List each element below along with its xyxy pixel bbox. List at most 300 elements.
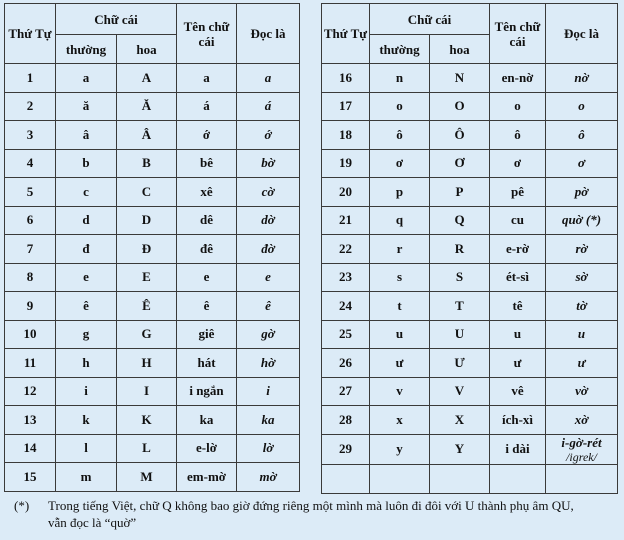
order-cell (322, 349, 370, 378)
uppercase-cell-text: Ê (142, 297, 151, 313)
lowercase-cell-text: v (396, 383, 403, 399)
letter-name-cell-text: e (203, 269, 210, 285)
letter-name-cell (490, 206, 546, 235)
letter-name-cell (490, 434, 546, 464)
footnote-text: Trong tiếng Việt, chữ Q không bao giờ đứng riêng một mình mà luôn đi đôi với U thành phụ âm QU, vẫn đọc là “quờ” (48, 498, 574, 530)
reading-cell (237, 92, 300, 121)
order-header: Thứ Tự (5, 4, 56, 64)
order-cell (5, 434, 56, 463)
reading-cell-text: quờ (*) (561, 212, 602, 228)
order-cell (5, 377, 56, 406)
lowercase-cell-text: k (82, 411, 90, 427)
order-cell-text: 27 (339, 383, 352, 399)
uppercase-cell-text: N (454, 69, 465, 85)
reading-cell-text: e (265, 269, 271, 285)
lowercase-cell (56, 434, 117, 463)
reading-cell-text: i-gờ-rét (561, 434, 602, 450)
reading-cell-text: i (266, 383, 270, 399)
reading-cell-text: dờ (261, 212, 275, 228)
reading-cell-text: cờ (261, 183, 275, 199)
lowercase-cell-text: p (395, 183, 404, 199)
letter-name-cell (177, 434, 237, 463)
letter-name-cell (490, 406, 546, 435)
reading-cell-text: ư (577, 354, 586, 370)
order-cell-text: 22 (339, 240, 352, 256)
order-cell-text: 8 (26, 269, 34, 285)
table-row (5, 263, 300, 292)
letter-name-header: Tên chữ cái (177, 4, 237, 64)
lowercase-cell (56, 406, 117, 435)
reading-cell (237, 235, 300, 264)
empty-cell (430, 464, 490, 493)
lowercase-cell (370, 178, 430, 207)
order-cell-text: 25 (339, 326, 352, 342)
uppercase-cell (430, 64, 490, 93)
letter-name-cell (177, 149, 237, 178)
order-cell (5, 149, 56, 178)
uppercase-cell-text: A (141, 69, 152, 85)
table-row (5, 121, 300, 150)
alphabet-table-right (321, 3, 618, 494)
lowercase-cell (370, 235, 430, 264)
lowercase-cell-text: c (83, 183, 89, 199)
table-row (322, 434, 618, 464)
uppercase-cell (430, 434, 490, 464)
alphabet-table-left (4, 3, 300, 492)
table-row (5, 64, 300, 93)
letter-name-cell (177, 235, 237, 264)
lowercase-cell (56, 377, 117, 406)
reading-cell-text: xờ (574, 411, 589, 427)
order-cell (322, 92, 370, 121)
table-row (5, 178, 300, 207)
reading-cell-text: gờ (261, 326, 275, 342)
lowercase-cell-text: e (83, 269, 89, 285)
order-cell-text: 18 (339, 126, 352, 142)
lowercase-cell (370, 263, 430, 292)
uppercase-cell-text: Â (141, 126, 152, 142)
letter-name-cell-text: pê (511, 183, 524, 199)
letter-header: Chữ cái (56, 4, 177, 35)
lowercase-cell-text: x (396, 411, 403, 427)
uppercase-cell-text: V (454, 383, 465, 399)
uppercase-cell (430, 263, 490, 292)
order-cell (322, 292, 370, 321)
uppercase-cell (430, 377, 490, 406)
letter-name-header: Tên chữ cái (490, 4, 546, 64)
uppercase-cell (117, 64, 177, 93)
lowercase-cell-text: ô (396, 126, 403, 142)
reading-cell (546, 178, 618, 207)
lowercase-header: thường (370, 35, 430, 64)
reading-cell-text: tờ (576, 297, 587, 313)
table-row (322, 235, 618, 264)
uppercase-cell-text: P (455, 183, 464, 199)
lowercase-cell-text: ơ (395, 155, 404, 171)
uppercase-cell-text: Ô (454, 126, 465, 142)
order-cell-text: 5 (26, 183, 34, 199)
order-cell-text: 11 (23, 354, 37, 370)
order-cell-text: 4 (26, 155, 34, 171)
order-cell-text: 29 (339, 441, 352, 456)
order-cell-text: 20 (339, 183, 352, 199)
lowercase-cell-text: g (82, 326, 90, 342)
order-cell-text: 14 (23, 440, 37, 456)
reading-cell (237, 292, 300, 321)
order-cell (322, 178, 370, 207)
table-row (322, 263, 618, 292)
letter-name-cell-text: i dài (505, 441, 530, 456)
uppercase-cell-text: B (142, 155, 151, 171)
reading-cell-text: ô (578, 126, 585, 142)
lowercase-cell-text: q (395, 212, 404, 228)
lowercase-cell (56, 206, 117, 235)
reading-cell-text: bờ (261, 155, 275, 171)
lowercase-cell (370, 406, 430, 435)
reading-cell (237, 406, 300, 435)
lowercase-cell (56, 235, 117, 264)
letter-name-cell-text: hát (197, 354, 216, 370)
reading-cell (546, 406, 618, 435)
reading-alt-text: /igrek/ (566, 449, 597, 464)
order-cell-text: 9 (26, 297, 34, 313)
letter-name-cell-text: ư (513, 354, 522, 370)
order-cell-text: 6 (26, 212, 34, 228)
order-cell-text: 28 (339, 411, 352, 427)
reading-cell (546, 206, 618, 235)
letter-name-cell (177, 292, 237, 321)
lowercase-cell (56, 263, 117, 292)
uppercase-cell (117, 377, 177, 406)
uppercase-header: hoa (430, 35, 490, 64)
uppercase-header: hoa (117, 35, 177, 64)
table-row (5, 149, 300, 178)
lowercase-cell-text: a (82, 69, 90, 85)
letter-name-cell (490, 349, 546, 378)
lowercase-header: thường (56, 35, 117, 64)
reading-cell-text: rờ (575, 240, 588, 256)
reading-cell (237, 206, 300, 235)
uppercase-cell-text: G (141, 326, 152, 342)
reading-cell-text: vờ (575, 383, 588, 399)
lowercase-cell (56, 121, 117, 150)
order-cell (322, 434, 370, 464)
lowercase-cell-text: đ (82, 240, 90, 256)
reading-cell-text: mờ (259, 469, 277, 484)
uppercase-cell (430, 92, 490, 121)
letter-name-cell (490, 149, 546, 178)
letter-name-cell-text: bê (200, 155, 213, 171)
lowercase-cell (56, 64, 117, 93)
letter-name-cell-text: a (203, 69, 210, 85)
uppercase-cell (430, 121, 490, 150)
order-cell (5, 92, 56, 121)
uppercase-cell (117, 463, 177, 492)
table-row (322, 406, 618, 435)
letter-name-cell (490, 121, 546, 150)
order-cell-text: 2 (26, 98, 34, 114)
lowercase-cell-text: y (396, 441, 403, 456)
uppercase-cell-text: Ư (454, 354, 465, 370)
lowercase-cell-text: s (396, 269, 403, 285)
order-cell-text: 15 (23, 469, 37, 484)
letter-name-cell-text: vê (511, 383, 524, 399)
alphabet-rows-right (322, 64, 618, 494)
letter-name-cell-text: đê (200, 240, 213, 256)
lowercase-cell (56, 463, 117, 492)
reading-cell (546, 92, 618, 121)
uppercase-cell-text: I (143, 383, 150, 399)
letter-name-cell (490, 320, 546, 349)
order-cell (322, 263, 370, 292)
reading-cell (546, 235, 618, 264)
reading-cell-text: o (578, 98, 585, 114)
reading-cell (546, 377, 618, 406)
letter-name-cell (177, 263, 237, 292)
lowercase-cell-text: ê (83, 297, 89, 313)
lowercase-cell-text: l (84, 440, 88, 456)
lowercase-cell (370, 149, 430, 178)
reading-cell-text: ớ (264, 126, 272, 142)
lowercase-cell-text: b (82, 155, 90, 171)
letter-name-cell (177, 406, 237, 435)
order-cell-text: 17 (339, 98, 352, 114)
table-row (5, 434, 300, 463)
letter-name-cell-text: e-rờ (505, 240, 530, 256)
order-cell-text: 13 (23, 411, 37, 427)
empty-cell (490, 464, 546, 493)
letter-name-cell (490, 292, 546, 321)
uppercase-cell (430, 206, 490, 235)
order-cell (5, 463, 56, 492)
uppercase-cell (117, 349, 177, 378)
table-row (322, 149, 618, 178)
letter-name-cell (177, 463, 237, 492)
uppercase-cell (430, 349, 490, 378)
uppercase-cell-text: T (455, 297, 464, 313)
reading-cell (237, 377, 300, 406)
uppercase-cell (430, 178, 490, 207)
uppercase-cell (430, 292, 490, 321)
reading-header: Đọc là (237, 4, 300, 64)
alphabet-rows-left (5, 64, 300, 492)
order-cell (322, 235, 370, 264)
order-cell-text: 7 (26, 240, 34, 256)
lowercase-cell (370, 121, 430, 150)
lowercase-cell-text: i (84, 383, 88, 399)
reading-cell-text: ê (265, 297, 271, 313)
uppercase-cell-text: R (454, 240, 465, 256)
letter-name-cell-text: ô (514, 126, 521, 142)
reading-header: Đọc là (546, 4, 618, 64)
letter-name-cell (177, 178, 237, 207)
letter-name-cell-text: á (203, 98, 210, 114)
letter-name-cell-text: xê (200, 183, 213, 199)
lowercase-cell (370, 320, 430, 349)
table-row (322, 292, 618, 321)
reading-cell (237, 149, 300, 178)
order-cell-text: 24 (339, 297, 352, 313)
letter-name-cell (177, 92, 237, 121)
lowercase-cell (56, 149, 117, 178)
empty-cell (322, 464, 370, 493)
uppercase-cell (117, 121, 177, 150)
letter-name-cell (490, 235, 546, 264)
order-cell (5, 64, 56, 93)
letter-name-cell (177, 377, 237, 406)
letter-name-cell-text: tê (512, 297, 523, 313)
table-row (5, 235, 300, 264)
letter-name-cell-text: en-nờ (501, 69, 534, 85)
lowercase-cell (56, 178, 117, 207)
letter-name-cell (490, 377, 546, 406)
uppercase-cell (117, 92, 177, 121)
order-cell (5, 349, 56, 378)
lowercase-cell-text: d (82, 212, 90, 228)
reading-cell (546, 263, 618, 292)
uppercase-cell (117, 206, 177, 235)
order-cell-text: 26 (339, 354, 352, 370)
table-row (322, 64, 618, 93)
letter-name-cell-text: ớ (202, 126, 211, 142)
order-cell (322, 121, 370, 150)
reading-cell (237, 64, 300, 93)
lowercase-cell (370, 92, 430, 121)
uppercase-cell-text: K (141, 411, 152, 427)
lowercase-cell-text: u (395, 326, 404, 342)
table-row (322, 178, 618, 207)
table-row (322, 377, 618, 406)
uppercase-cell-text: Ơ (454, 155, 465, 171)
reading-cell-text: u (577, 326, 586, 342)
uppercase-cell-text: D (141, 212, 152, 228)
uppercase-cell (430, 320, 490, 349)
letter-name-cell (490, 178, 546, 207)
letter-name-cell (490, 92, 546, 121)
lowercase-cell-text: h (82, 354, 90, 370)
lowercase-cell (370, 349, 430, 378)
uppercase-cell-text: M (140, 469, 153, 484)
order-cell-text: 21 (339, 212, 352, 228)
table-row (5, 92, 300, 121)
reading-cell (237, 320, 300, 349)
table-row (322, 206, 618, 235)
reading-cell (546, 292, 618, 321)
lowercase-cell-text: â (82, 126, 90, 142)
letter-name-cell-text: e-lờ (196, 440, 217, 456)
uppercase-cell-text: H (141, 354, 152, 370)
reading-cell (546, 320, 618, 349)
order-cell (5, 178, 56, 207)
lowercase-cell-text: m (80, 469, 92, 484)
order-cell-text: 3 (26, 126, 34, 142)
reading-cell (237, 349, 300, 378)
order-cell (322, 406, 370, 435)
order-cell (5, 406, 56, 435)
order-cell (322, 320, 370, 349)
reading-cell-text: pờ (574, 183, 589, 199)
table-row (5, 463, 300, 492)
reading-cell-text: á (264, 98, 272, 114)
table-row (5, 349, 300, 378)
table-row (322, 320, 618, 349)
order-cell (5, 320, 56, 349)
lowercase-cell (370, 206, 430, 235)
empty-cell (370, 464, 430, 493)
reading-cell (237, 463, 300, 492)
lowercase-cell-text: n (395, 69, 404, 85)
uppercase-cell (430, 406, 490, 435)
order-cell-text: 1 (26, 69, 34, 85)
reading-cell (237, 178, 300, 207)
order-header: Thứ Tự (322, 4, 370, 64)
letter-name-cell (177, 64, 237, 93)
table-row (5, 292, 300, 321)
footnote-mark: (*) (14, 498, 30, 513)
lowercase-cell-text: ă (82, 98, 90, 114)
lowercase-cell-text: t (397, 297, 402, 313)
uppercase-cell (117, 406, 177, 435)
letter-name-cell (490, 263, 546, 292)
uppercase-cell-text: U (454, 326, 465, 342)
letter-name-cell-text: ích-xì (501, 411, 534, 427)
lowercase-cell (56, 320, 117, 349)
uppercase-cell (117, 320, 177, 349)
order-cell (322, 206, 370, 235)
reading-cell (546, 434, 618, 464)
uppercase-cell (117, 149, 177, 178)
letter-name-cell-text: ê (203, 297, 210, 313)
lowercase-cell (370, 64, 430, 93)
reading-cell-text: nờ (574, 69, 589, 85)
reading-cell (546, 149, 618, 178)
lowercase-cell (370, 377, 430, 406)
order-cell (322, 149, 370, 178)
order-cell-text: 16 (339, 69, 352, 85)
uppercase-cell-text: X (454, 411, 465, 427)
letter-name-cell (177, 349, 237, 378)
reading-cell-text: a (264, 69, 272, 85)
table-row (5, 320, 300, 349)
uppercase-cell (430, 235, 490, 264)
uppercase-cell (117, 434, 177, 463)
letter-name-cell-text: cu (511, 212, 524, 228)
uppercase-cell (117, 178, 177, 207)
order-cell (5, 121, 56, 150)
order-cell-text: 12 (23, 383, 37, 399)
letter-name-cell (177, 320, 237, 349)
uppercase-cell-text: Đ (141, 240, 152, 256)
letter-name-cell-text: ơ (513, 155, 522, 171)
order-cell (5, 206, 56, 235)
table-row (322, 92, 618, 121)
uppercase-cell (117, 292, 177, 321)
order-cell-text: 10 (23, 326, 37, 342)
letter-name-cell-text: em-mờ (187, 469, 226, 484)
order-cell (5, 263, 56, 292)
reading-cell-text: ka (261, 411, 275, 427)
lowercase-cell (56, 349, 117, 378)
table-row (322, 349, 618, 378)
uppercase-cell-text: Ă (141, 98, 152, 114)
uppercase-cell-text: Q (454, 212, 465, 228)
uppercase-cell-text: C (141, 183, 152, 199)
lowercase-cell-text: r (396, 240, 403, 256)
order-cell-text: 23 (339, 269, 352, 285)
reading-cell-text: sờ (575, 269, 588, 285)
letter-name-cell-text: u (513, 326, 522, 342)
table-row (5, 206, 300, 235)
